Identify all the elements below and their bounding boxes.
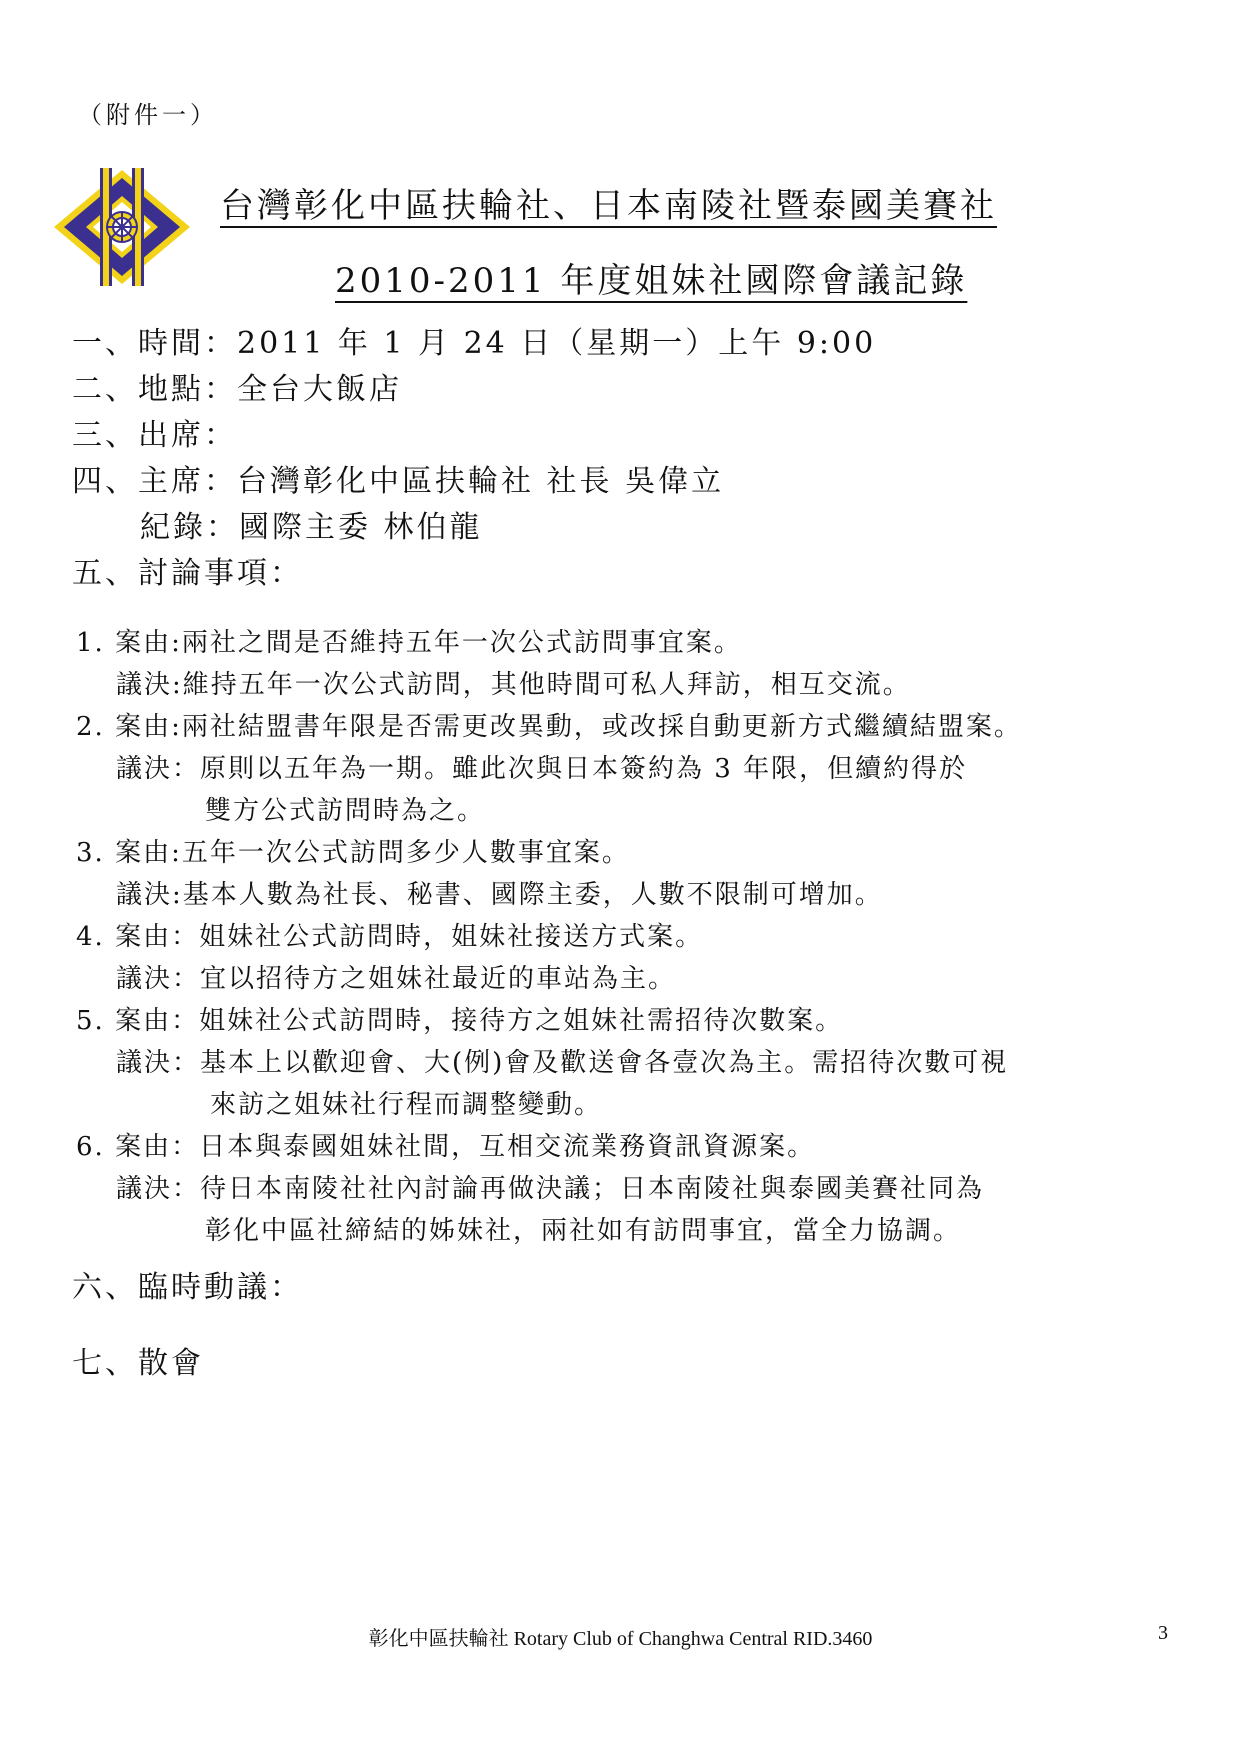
page-footer: 彰化中區扶輪社 Rotary Club of Changhwa Central RID.3460 xyxy=(368,1628,873,1650)
resolution-item: 議決:基本人數為社長、秘書、國際主委，人數不限制可增加。 xyxy=(116,880,883,910)
case-item: 4. 案由：姐妹社公式訪問時，姐妹社接送方式案。 xyxy=(76,922,704,952)
case-item: 6. 案由：日本與泰國姐妹社間，互相交流業務資訊資源案。 xyxy=(76,1132,816,1162)
resolution-item: 議決:維持五年一次公式訪問，其他時間可私人拜訪，相互交流。 xyxy=(116,670,911,700)
resolution-continuation: 雙方公式訪問時為之。 xyxy=(205,796,486,826)
document-subtitle: 2010-2011 年度姐妹社國際會議記錄 xyxy=(335,261,968,301)
section-chair: 四、主席：台灣彰化中區扶輪社 社長 吳偉立 xyxy=(72,464,725,499)
resolution-item: 議決：基本上以歡迎會、大(例)會及歡送會各壹次為主。需招待次數可視 xyxy=(116,1048,1009,1078)
section-time: 一、時間：2011 年 1 月 24 日（星期一）上午 9:00 xyxy=(72,326,877,361)
resolution-item: 議決：待日本南陵社社內討論再做決議；日本南陵社與泰國美賽社同為 xyxy=(116,1174,985,1204)
page-number: 3 xyxy=(1158,1622,1168,1644)
section-location: 二、地點：全台大飯店 xyxy=(72,372,402,407)
case-item: 5. 案由：姐妹社公式訪問時，接待方之姐妹社需招待次數案。 xyxy=(76,1006,844,1036)
resolution-continuation: 彰化中區社締結的姊妹社，兩社如有訪問事宜，當全力協調。 xyxy=(205,1216,962,1246)
section-adjourn: 七、散會 xyxy=(72,1346,204,1381)
section-recorder: 紀錄：國際主委 林伯龍 xyxy=(140,510,483,545)
resolution-continuation: 來訪之姐妹社行程而調整變動。 xyxy=(210,1090,603,1120)
attachment-label: （附件一） xyxy=(78,101,218,129)
rotary-club-logo xyxy=(52,168,192,286)
case-item: 3. 案由:五年一次公式訪問多少人數事宜案。 xyxy=(76,838,630,868)
case-item: 1. 案由:兩社之間是否維持五年一次公式訪問事宜案。 xyxy=(76,628,742,658)
section-motions: 六、臨時動議： xyxy=(72,1270,303,1305)
document-title: 台灣彰化中區扶輪社、日本南陵社暨泰國美賽社 xyxy=(220,186,997,226)
resolution-item: 議決：宜以招待方之姐妹社最近的車站為主。 xyxy=(116,964,677,994)
section-attendance: 三、出席： xyxy=(72,418,237,453)
section-discussion: 五、討論事項： xyxy=(72,556,303,591)
case-item: 2. 案由:兩社結盟書年限是否需更改異動，或改採自動更新方式繼續結盟案。 xyxy=(76,712,1022,742)
resolution-item: 議決：原則以五年為一期。雖此次與日本簽約為 3 年限，但續約得於 xyxy=(116,754,968,784)
